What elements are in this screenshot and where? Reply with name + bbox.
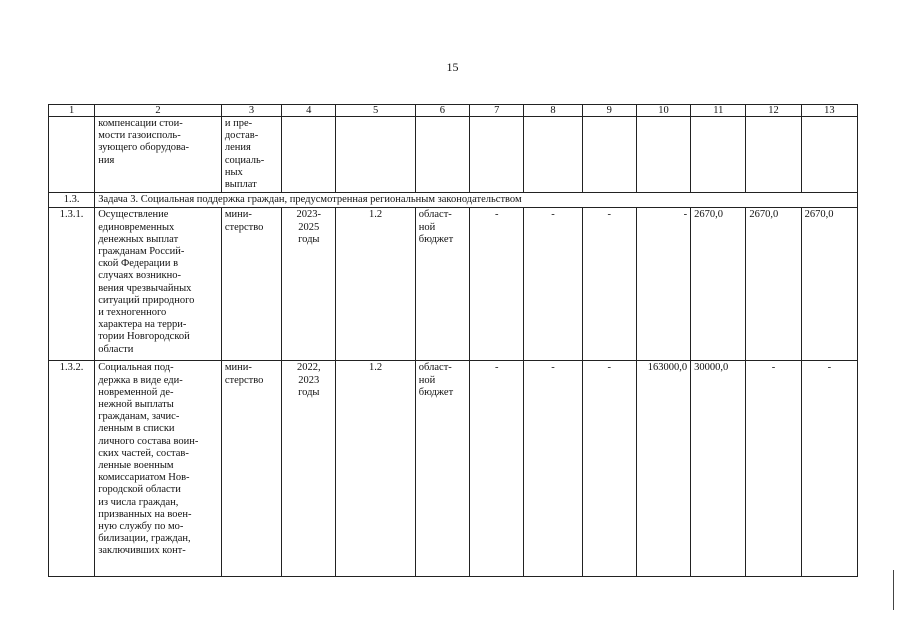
amount-cell: 30000,0 <box>691 361 746 577</box>
amount-cell: 2670,0 <box>691 208 746 361</box>
amount-cell: - <box>582 361 636 577</box>
column-number: 12 <box>746 105 801 117</box>
column-number: 11 <box>691 105 746 117</box>
column-number: 7 <box>470 105 524 117</box>
table-row <box>49 361 858 577</box>
executor: мини- стерство <box>221 361 281 577</box>
executor: мини- стерство <box>221 208 281 361</box>
column-number: 1 <box>49 105 95 117</box>
column-number: 4 <box>282 105 336 117</box>
amount-cell: 2670,0 <box>746 208 801 361</box>
target-indicator: 1.2 <box>336 208 415 361</box>
column-number: 8 <box>524 105 582 117</box>
amount-cell: 2670,0 <box>801 208 857 361</box>
column-number: 9 <box>582 105 636 117</box>
period: 2023- 2025 годы <box>282 208 336 361</box>
column-number: 6 <box>415 105 469 117</box>
column-number: 3 <box>221 105 281 117</box>
amount-cell: 163000,0 <box>636 361 690 577</box>
column-number: 5 <box>336 105 415 117</box>
amount-cell: - <box>524 361 582 577</box>
amount-cell: - <box>470 361 524 577</box>
task-title: Задача 3. Социальная поддержка граждан, предусмотренная региональным законодательством <box>95 193 858 208</box>
program-table <box>48 104 858 577</box>
column-number-row <box>49 105 858 117</box>
amount-cell: - <box>524 208 582 361</box>
amount-cell: - <box>746 361 801 577</box>
period: 2022, 2023 годы <box>282 361 336 577</box>
funding-source: област- ной бюджет <box>415 361 469 577</box>
measure-name: компенсации стои- мости газоисполь- зующего оборудова- ния <box>95 117 222 193</box>
executor: и пре- достав- ления социаль- ных выплат <box>221 117 281 193</box>
table-row <box>49 208 858 361</box>
row-number: 1.3.1. <box>49 208 95 361</box>
scan-edge-mark <box>893 570 894 610</box>
funding-source: област- ной бюджет <box>415 208 469 361</box>
row-number: 1.3.2. <box>49 361 95 577</box>
continuation-row <box>49 117 858 193</box>
target-indicator: 1.2 <box>336 361 415 577</box>
measure-name: Осуществление единовременных денежных выплат гражданам Россий- ской Федерации в случаях возникно- вения чрезвычайных ситуаций природного и техногенного характера на терри- тории Новгородской области <box>95 208 222 361</box>
amount-cell: - <box>470 208 524 361</box>
amount-cell: - <box>582 208 636 361</box>
page-number: 15 <box>446 60 459 74</box>
row-number: 1.3. <box>49 193 95 208</box>
measure-name: Социальная под- держка в виде еди- новременной де- нежной выплаты гражданам, зачис- ленным в списки личного состава воин- ских частей, состав- ленные военным комиссариатом Нов- городской области из числа граждан, призванных на воен- ную службу по мо- билизации, граждан, заключивших конт- <box>95 361 222 577</box>
amount-cell: - <box>801 361 857 577</box>
column-number: 2 <box>95 105 222 117</box>
column-number: 10 <box>636 105 690 117</box>
amount-cell: - <box>636 208 690 361</box>
column-number: 13 <box>801 105 857 117</box>
task-row <box>49 193 858 208</box>
